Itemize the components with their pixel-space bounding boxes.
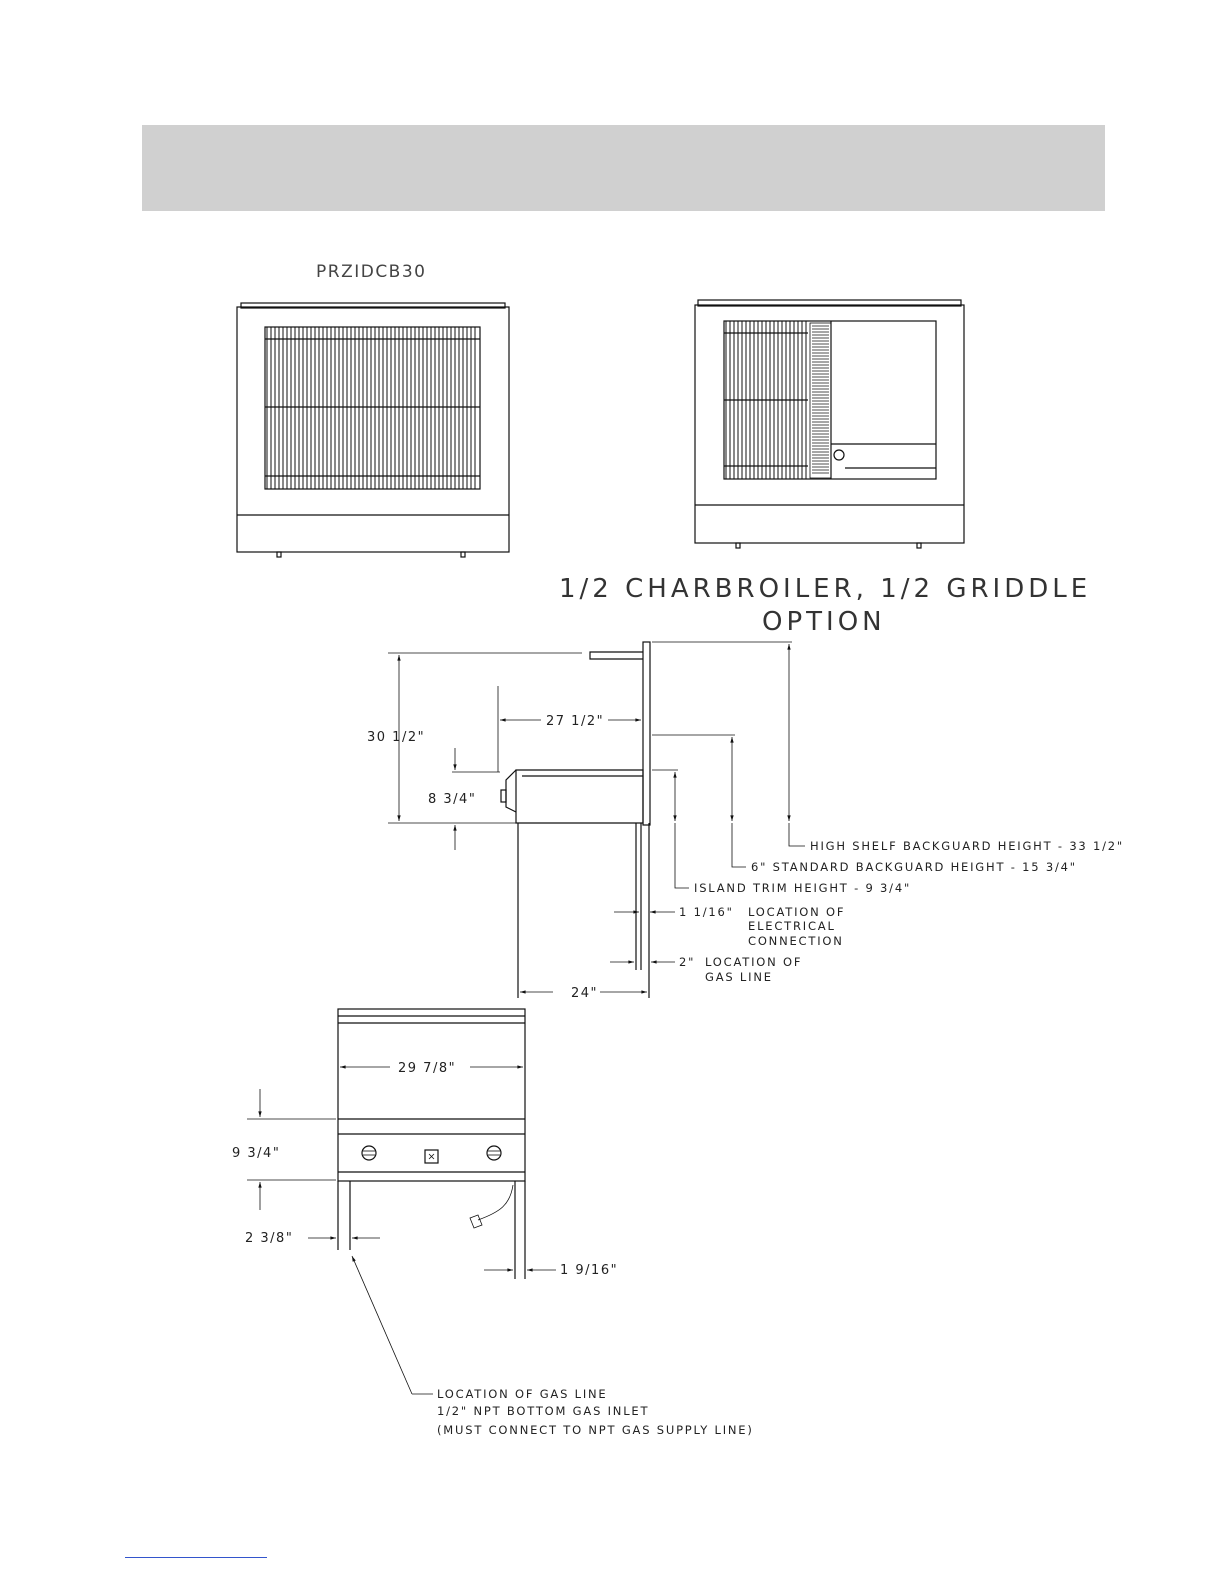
callout-standard-backguard: 6" STANDARD BACKGUARD HEIGHT - 15 3/4" <box>751 860 1077 874</box>
dim-width: 29 7/8" <box>398 1061 457 1076</box>
power-plug-icon <box>470 1215 482 1228</box>
left-knob <box>362 1146 376 1160</box>
side-view <box>501 642 650 998</box>
dim-trim-height: 9 3/4" <box>232 1146 281 1161</box>
callout-gas-inlet-line1: LOCATION OF GAS LINE <box>437 1387 608 1401</box>
dim-base-depth: 24" <box>571 986 599 1001</box>
callout-gas-line2: GAS LINE <box>705 970 773 984</box>
callout-electrical-line3: CONNECTION <box>748 934 844 948</box>
griddle-drain <box>834 450 844 460</box>
dim-top-depth: 27 1/2" <box>546 714 605 729</box>
option-caption-line2: OPTION <box>762 607 886 637</box>
island-dimensions <box>232 1061 754 1437</box>
dim-left-offset: 2 3/8" <box>245 1231 294 1246</box>
right-knob <box>487 1146 501 1160</box>
callout-gas-value: 2" <box>679 955 696 969</box>
callout-electrical-value: 1 1/16" <box>679 905 734 919</box>
callout-gas-inlet-line3: (MUST CONNECT TO NPT GAS SUPPLY LINE) <box>437 1423 754 1437</box>
dim-right-offset: 1 9/16" <box>560 1263 619 1278</box>
island-front-view <box>338 1009 525 1279</box>
dim-front-height: 8 3/4" <box>428 792 477 807</box>
dim-overall-height: 30 1/2" <box>367 730 426 745</box>
callout-island-trim: ISLAND TRIM HEIGHT - 9 3/4" <box>694 881 912 895</box>
model-label: PRZIDCB30 <box>316 262 427 282</box>
option-caption-line1: 1/2 CHARBROILER, 1/2 GRIDDLE <box>559 574 1092 604</box>
grease-trough <box>812 326 829 473</box>
charbroiler-front-view <box>237 303 509 557</box>
combo-front-view <box>695 300 964 548</box>
footer-rule <box>125 1557 267 1558</box>
callout-electrical-line2: ELECTRICAL <box>748 919 836 933</box>
charbroiler-grate <box>267 327 475 489</box>
callout-gas-inlet-line2: 1/2" NPT BOTTOM GAS INLET <box>437 1404 650 1418</box>
callout-high-shelf: HIGH SHELF BACKGUARD HEIGHT - 33 1/2" <box>810 839 1125 853</box>
side-dimensions <box>367 642 1124 1001</box>
callout-electrical-line1: LOCATION OF <box>748 905 846 919</box>
callout-gas-line1: LOCATION OF <box>705 955 803 969</box>
